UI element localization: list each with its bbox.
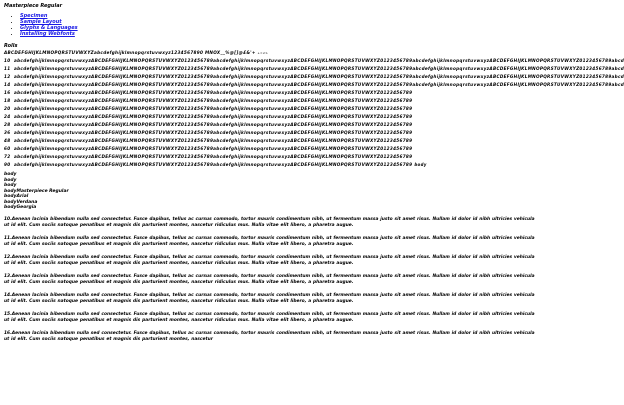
sample-row-18 (4, 97, 540, 105)
row-size: 72 (4, 154, 11, 159)
paragraph-sample: 11.Aenean lacinia bibendum nulla sed consectetur. Fusce dapibus, tellus ac cursus commodo, tortor mauris condimentum nibh, ut fermentum massa justo sit amet risus. Nullam id dolor id nibh ultricies vehicula ut id elit. Cum sociis natoque penatibus et magnis dis parturient montes, nascetur ridiculus mus. Nulla vitae elit libero, a pharetra augue. (4, 235, 535, 247)
link-sample-layout[interactable]: Sample Layout (20, 19, 62, 25)
row-text: abcdefghijklmnopqrstuvwxyzABCDEFGHIJKLMNOPQRSTUVWXYZ0123456789abcdefghijklmnopqrstuvwxyzABCDEFGHIJKLMNOPQRSTUVWXYZ0123456789 (14, 154, 413, 159)
body-word-arial: bodyArial (4, 194, 29, 199)
section-label: Rolls (4, 43, 18, 49)
page-title: Masterpiece Regular (4, 3, 63, 9)
row-size: 24 (4, 114, 11, 119)
charset-text: ABCDEFGHIJKLMNOPQRSTUVWXYZabcdefghijklmnopqrstuvwxyz1234567890 MNOX__%@[]@£&'+ (4, 50, 256, 55)
link-specimen[interactable]: Specimen (20, 13, 48, 19)
row-text: abcdefghijklmnopqrstuvwxyzABCDEFGHIJKLMNOPQRSTUVWXYZ0123456789abcdefghijklmnopqrstuvwxyzABCDEFGHIJKLMNOPQRSTUVWXYZ0123456789abcdefghijklmnopqrstuvwxyzABCDEFGHIJKLMNOPQRSTUVWXYZ0123456789abcd (14, 58, 624, 63)
row-size: 60 (4, 146, 11, 151)
charset-row (4, 49, 540, 57)
paragraph-sample: 15.Aenean lacinia bibendum nulla sed consectetur. Fusce dapibus, tellus ac cursus commodo, tortor mauris condimentum nibh, ut fermentum massa justo sit amet risus. Nullam id dolor id nibh ultricies vehicula ut id elit. Cum sociis natoque penatibus et magnis dis parturient montes, nascetur ridiculus mus. Nulla vitae elit libero, a pharetra augue. (4, 311, 535, 323)
sample-row-72 (4, 153, 540, 161)
sample-row-12 (4, 73, 624, 81)
body-word: body (4, 177, 17, 183)
row-text: abcdefghijklmnopqrstuvwxyzABCDEFGHIJKLMNOPQRSTUVWXYZ0123456789abcdefghijklmnopqrstuvwxyzABCDEFGHIJKLMNOPQRSTUVWXYZ0123456789 (14, 114, 413, 119)
sample-row-11 (4, 65, 624, 73)
link-installing-webfonts[interactable]: Installing Webfonts (20, 31, 75, 37)
row-size: 20 (4, 106, 11, 111)
paragraph-sample: 16.Aenean lacinia bibendum nulla sed consectetur. Fusce dapibus, tellus ac cursus commodo, tortor mauris condimentum nibh, ut fermentum massa justo sit amet risus. Nullam id dolor id nibh ultricies vehicula ut id elit. Cum sociis natoque penatibus et magnis dis parturient montes, nascetur (4, 330, 535, 342)
sample-row-14 (4, 81, 624, 89)
sample-row-16 (4, 89, 540, 97)
row-size: 36 (4, 130, 11, 135)
paragraph-sample: 12.Aenean lacinia bibendum nulla sed consectetur. Fusce dapibus, tellus ac cursus commodo, tortor mauris condimentum nibh, ut fermentum massa justo sit amet risus. Nullam id dolor id nibh ultricies vehicula ut id elit. Cum sociis natoque penatibus et magnis dis parturient montes, nascetur ridiculus mus. Nulla vitae elit libero, a pharetra augue. (4, 254, 535, 266)
row-text: abcdefghijklmnopqrstuvwxyzABCDEFGHIJKLMNOPQRSTUVWXYZ0123456789abcdefghijklmnopqrstuvwxyzABCDEFGHIJKLMNOPQRSTUVWXYZ0123456789abcdefghijklmnopqrstuvwxyzABCDEFGHIJKLMNOPQRSTUVWXYZ0123456789abcd (14, 82, 624, 87)
row-size: 14 (4, 82, 11, 87)
row-size: 11 (4, 66, 11, 71)
row-text: abcdefghijklmnopqrstuvwxyzABCDEFGHIJKLMNOPQRSTUVWXYZ0123456789abcdefghijklmnopqrstuvwxyzABCDEFGHIJKLMNOPQRSTUVWXYZ0123456789 (14, 130, 413, 135)
specimen-page (4, 3, 624, 350)
row-size: 18 (4, 98, 11, 103)
sample-rows (4, 57, 624, 161)
body-word-georgia: bodyGeorgia (4, 205, 37, 210)
sample-row-60 (4, 145, 540, 153)
row-text: abcdefghijklmnopqrstuvwxyzABCDEFGHIJKLMNOPQRSTUVWXYZ0123456789abcdefghijklmnopqrstuvwxyzABCDEFGHIJKLMNOPQRSTUVWXYZ0123456789 (14, 162, 413, 167)
row-size: 90 (4, 162, 11, 167)
row-size: 48 (4, 138, 11, 143)
row-text: abcdefghijklmnopqrstuvwxyzABCDEFGHIJKLMNOPQRSTUVWXYZ0123456789abcdefghijklmnopqrstuvwxyzABCDEFGHIJKLMNOPQRSTUVWXYZ0123456789 (14, 122, 413, 127)
paragraph-sample: 13.Aenean lacinia bibendum nulla sed consectetur. Fusce dapibus, tellus ac cursus commodo, tortor mauris condimentum nibh, ut fermentum massa justo sit amet risus. Nullam id dolor id nibh ultricies vehicula ut id elit. Cum sociis natoque penatibus et magnis dis parturient montes, nascetur ridiculus mus. Nulla vitae elit libero, a pharetra augue. (4, 273, 535, 285)
paragraph-samples (4, 217, 536, 343)
body-word: body (4, 172, 17, 177)
body-word-masterpiece: bodyMasterpiece Regular (4, 188, 69, 194)
sample-row-90 (4, 161, 540, 169)
nav-links (4, 13, 536, 37)
body-word-verdana: bodyVerdana (4, 199, 38, 205)
font-compare-list (4, 172, 536, 211)
row-text: abcdefghijklmnopqrstuvwxyzABCDEFGHIJKLMNOPQRSTUVWXYZ0123456789abcdefghijklmnopqrstuvwxyzABCDEFGHIJKLMNOPQRSTUVWXYZ0123456789abcdefghijklmnopqrstuvwxyzABCDEFGHIJKLMNOPQRSTUVWXYZ0123456789abcd (14, 66, 624, 71)
sample-row-10 (4, 57, 624, 65)
row-text: abcdefghijklmnopqrstuvwxyzABCDEFGHIJKLMNOPQRSTUVWXYZ0123456789abcdefghijklmnopqrstuvwxyzABCDEFGHIJKLMNOPQRSTUVWXYZ0123456789 (14, 146, 413, 151)
sample-row-36 (4, 129, 540, 137)
body-word: body (4, 183, 17, 188)
row-text: abcdefghijklmnopqrstuvwxyzABCDEFGHIJKLMNOPQRSTUVWXYZ0123456789abcdefghijklmnopqrstuvwxyzABCDEFGHIJKLMNOPQRSTUVWXYZ0123456789 (14, 90, 413, 95)
row-text: abcdefghijklmnopqrstuvwxyzABCDEFGHIJKLMNOPQRSTUVWXYZ0123456789abcdefghijklmnopqrstuvwxyzABCDEFGHIJKLMNOPQRSTUVWXYZ0123456789abcdefghijklmnopqrstuvwxyzABCDEFGHIJKLMNOPQRSTUVWXYZ0123456789abcd (14, 74, 624, 79)
paragraph-sample: 10.Aenean lacinia bibendum nulla sed consectetur. Fusce dapibus, tellus ac cursus commodo, tortor mauris condimentum nibh, ut fermentum massa justo sit amet risus. Nullam id dolor id nibh ultricies vehicula ut id elit. Cum sociis natoque penatibus et magnis dis parturient montes, nascetur ridiculus mus. Nulla vitae elit libero, a pharetra augue. (4, 216, 535, 228)
sample-row-48 (4, 137, 540, 145)
link-glyphs-languages[interactable]: Glyphs & Languages (20, 25, 78, 31)
row-text: abcdefghijklmnopqrstuvwxyzABCDEFGHIJKLMNOPQRSTUVWXYZ0123456789abcdefghijklmnopqrstuvwxyzABCDEFGHIJKLMNOPQRSTUVWXYZ0123456789 (14, 138, 413, 143)
row-size: 28 (4, 122, 11, 127)
row-tag: body (414, 162, 427, 167)
row-text: abcdefghijklmnopqrstuvwxyzABCDEFGHIJKLMNOPQRSTUVWXYZ0123456789abcdefghijklmnopqrstuvwxyzABCDEFGHIJKLMNOPQRSTUVWXYZ0123456789 (14, 106, 413, 111)
row-text: abcdefghijklmnopqrstuvwxyzABCDEFGHIJKLMNOPQRSTUVWXYZ0123456789abcdefghijklmnopqrstuvwxyzABCDEFGHIJKLMNOPQRSTUVWXYZ0123456789 (14, 98, 413, 103)
row-size: 10 (4, 58, 11, 63)
sample-row-20 (4, 105, 540, 113)
row-size: 12 (4, 74, 11, 79)
sample-row-24 (4, 113, 540, 121)
nav-item-installing (20, 31, 536, 37)
sample-row-28 (4, 121, 540, 129)
paragraph-sample: 14.Aenean lacinia bibendum nulla sed consectetur. Fusce dapibus, tellus ac cursus commodo, tortor mauris condimentum nibh, ut fermentum massa justo sit amet risus. Nullam id dolor id nibh ultricies vehicula ut id elit. Cum sociis natoque penatibus et magnis dis parturient montes, nascetur ridiculus mus. Nulla vitae elit libero, a pharetra augue. (4, 292, 535, 304)
charset-tail: +=<> (257, 51, 269, 55)
row-size: 16 (4, 90, 11, 95)
